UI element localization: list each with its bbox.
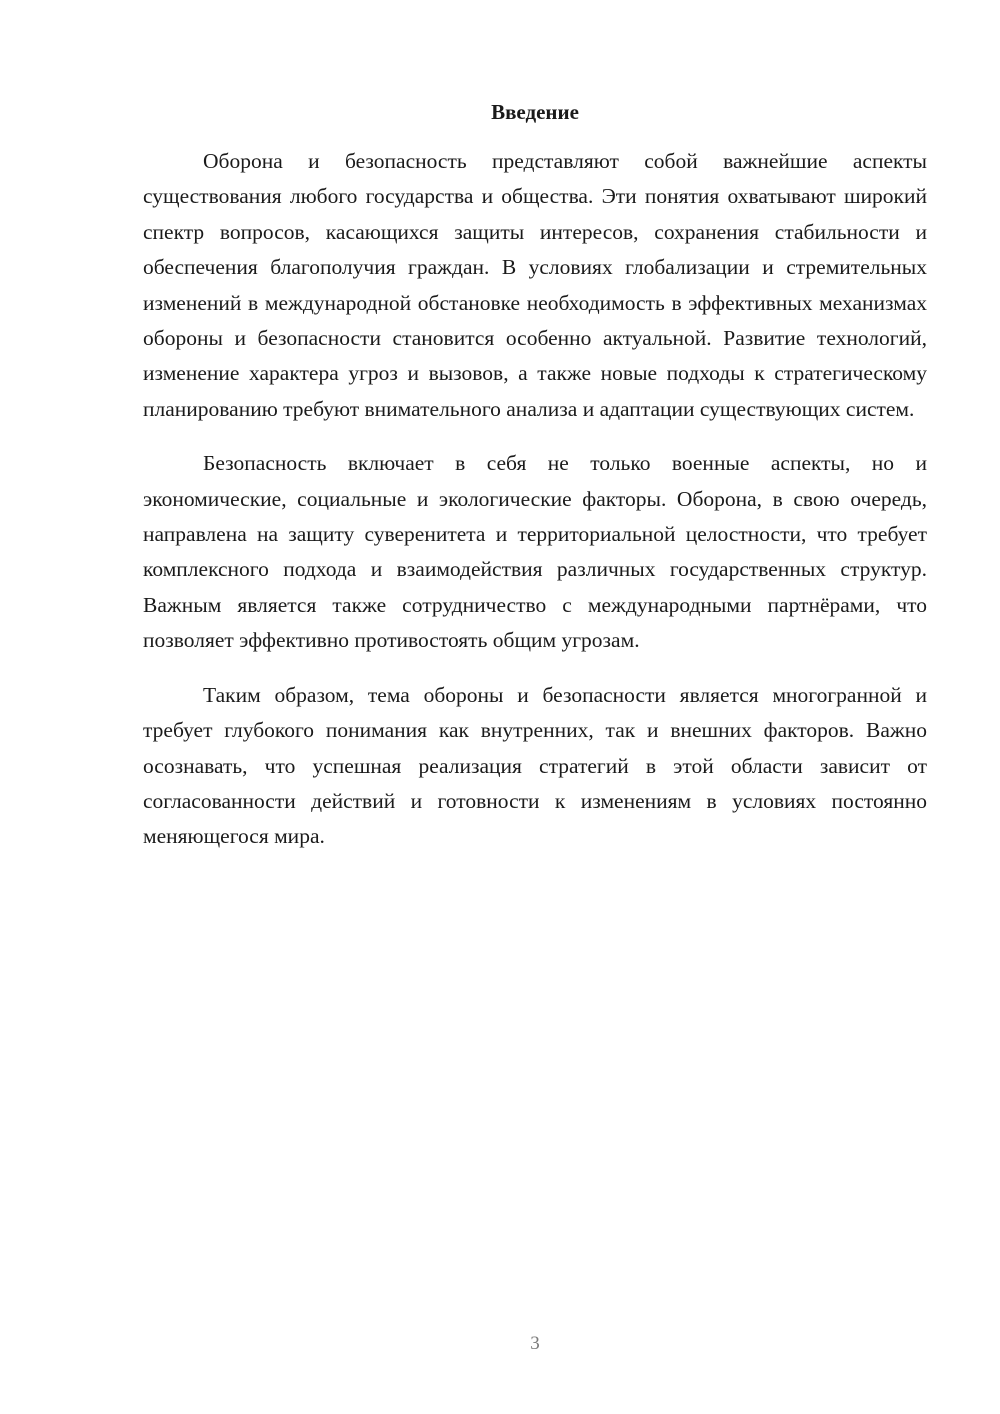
paragraph-1: Оборона и безопасность представляют собой важнейшие аспекты существования любого государства и общества. Эти понятия охватывают широкий спектр вопросов, касающихся защиты интересов, сохранения стабильности и обеспечения благополучия граждан. В условиях глобализации и стремительных изменений в международной обстановке необходимость в эффективных механизмах обороны и безопасности становится особенно актуальной. Развитие технологий, изменение характера угроз и вызовов, а также новые подходы к стратегическому планированию требуют внимательного анализа и адаптации существующих систем. — [143, 149, 927, 421]
page-number: 3 — [530, 1333, 540, 1354]
document-body — [143, 144, 927, 874]
section-title: Введение — [491, 100, 579, 124]
paragraph-3: Таким образом, тема обороны и безопасности является многогранной и требует глубокого понимания как внутренних, так и внешних факторов. Важно осознавать, что успешная реализация стратегий в этой области зависит от согласованности действий и готовности к изменениям в условиях постоянно меняющегося мира. — [143, 682, 927, 849]
paragraph-2: Безопасность включает в себя не только военные аспекты, но и экономические, социальные и экологические факторы. Оборона, в свою очередь, направлена на защиту суверенитета и территориальной целостности, что требует комплексного подхода и взаимодействия различных государственных структур. Важным является также сотрудничество с международными партнёрами, что позволяет эффективно противостоять общим угрозам. — [143, 451, 927, 653]
